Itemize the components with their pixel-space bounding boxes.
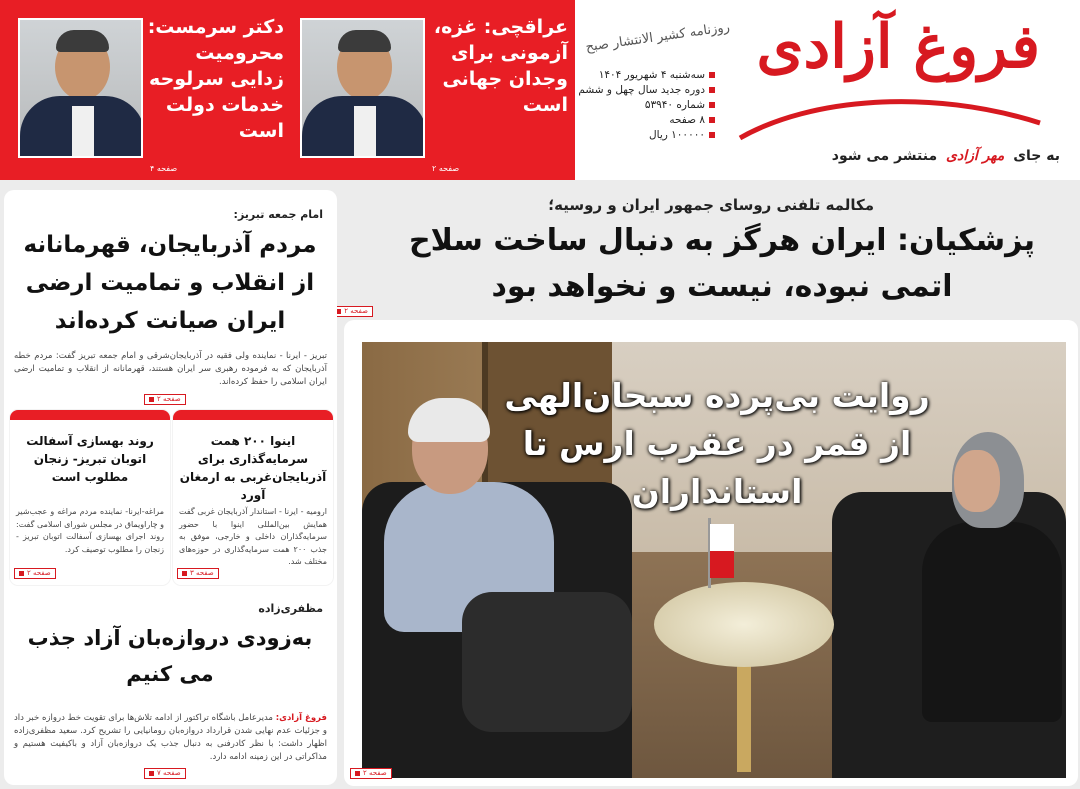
masthead bbox=[0, 0, 1080, 180]
newspaper-logo[interactable]: فروغ آزادی bbox=[756, 12, 1040, 82]
page-tag: صفحه ۲ bbox=[350, 768, 392, 779]
page-tag: صفحه ۲ bbox=[331, 306, 373, 317]
teaser-photo bbox=[18, 18, 143, 158]
teaser-page-ref: صفحه ۲ bbox=[432, 164, 460, 173]
sidebar-lead-body: تبریز - ایرنا - نماینده ولی فقیه در آذربایجان‌شرقی و امام جمعه تبریز گفت: مردم خطه آذربایجان که به فرموده رهبری سر ایران هستند، قهرمانانه از انقلاب و تمامیت ارضی ایران اسلامی را حفظ کرده‌اند. bbox=[14, 351, 327, 387]
sidebar-column bbox=[4, 190, 337, 785]
teaser-headline: عراقچی: غزه، آزمونی برای وجدان جهانی است bbox=[433, 16, 568, 116]
box-red-bar bbox=[10, 410, 170, 420]
box-body: مراغه-ایرنا- نماینده مردم مراغه و عجب‌شیر و چاراویماق در مجلس شورای اسلامی گفت: روند اجرای بهسازی آسفالت اتوبان تبریز - زنجان را مطلوب توصیف کرد. bbox=[16, 507, 164, 554]
box-headline: اینوا ۲۰۰ همت سرمایه‌گذاری برای آذربایجان‌غربی به ارمغان آورد bbox=[179, 434, 327, 502]
page-tag: صفحه ۲ bbox=[14, 568, 56, 579]
news-box-inova[interactable] bbox=[173, 410, 333, 585]
sidebar-lead-headline[interactable]: مردم آذربایجان، قهرمانانه از انقلاب و تمامیت ارضی ایران صیانت کرده‌اند bbox=[23, 232, 317, 334]
page-tag: صفحه ۷ bbox=[144, 768, 186, 779]
lead-photo[interactable] bbox=[362, 342, 1066, 778]
lead-photo-frame bbox=[344, 320, 1078, 786]
teaser-headline: دکتر سرمست: محرومیت زدایی سرلوحه خدمات دولت است bbox=[147, 16, 284, 142]
page-tag: صفحه ۳ bbox=[177, 568, 219, 579]
tagline-before: به جای bbox=[1013, 148, 1060, 164]
sports-body-text: مدیرعامل باشگاه تراکتور از ادامه تلاش‌ها برای تقویت خط دروازه خبر داد و جزئیات عدم نهایی شدن قرارداد دروازه‌بان رومانیایی را تشریح کرد. سعید مظفری‌زاده اظهار داشت: با نظر کادرفنی به دنبال جذب یک دروازه‌بان آزاد و باکیفیت هستیم و مذاکراتی در این زمینه ادامه دارد. bbox=[14, 713, 327, 762]
tagline-after: منتشر می شود bbox=[831, 148, 938, 164]
issue-info bbox=[578, 68, 715, 143]
sports-kicker: مظفری‌زاده bbox=[258, 602, 323, 615]
issue-pages: ۸ صفحه bbox=[585, 113, 715, 128]
tagline-brand: مهر آزادی bbox=[946, 148, 1005, 164]
issue-date: سه‌شنبه ۴ شهریور ۱۴۰۴ bbox=[585, 68, 715, 83]
sidebar-lead-kicker: امام جمعه تبریز: bbox=[233, 208, 323, 221]
main-headline[interactable]: پزشکیان: ایران هرگز به دنبال ساخت سلاح اتمی نبوده، نیست و نخواهد بود bbox=[408, 223, 1036, 304]
photo-overlay-headline: روایت بی‌پرده سبحان‌الهی از قمر در عقرب ارس تا استانداران bbox=[504, 376, 930, 511]
issue-period: دوره جدید سال چهل و ششم bbox=[585, 83, 715, 98]
box-headline: روند بهسازی آسفالت اتوبان تبریز- زنجان مطلوب است bbox=[26, 434, 154, 484]
issue-number: شماره ۵۳۹۴۰ bbox=[585, 98, 715, 113]
teaser-photo bbox=[300, 18, 425, 158]
box-red-bar bbox=[173, 410, 333, 420]
news-box-highway[interactable] bbox=[10, 410, 170, 585]
page-tag: صفحه ۲ bbox=[144, 394, 186, 405]
sports-source: فروغ آزادی: bbox=[275, 713, 327, 723]
main-kicker: مکالمه تلفنی روسای جمهور ایران و روسیه؛ bbox=[548, 196, 874, 214]
sports-headline[interactable]: به‌زودی دروازه‌بان آزاد جذب می کنیم bbox=[27, 626, 313, 686]
logo-swoosh-icon bbox=[730, 78, 1050, 148]
box-body: ارومیه - ایرنا - استاندار آذربایجان غربی گفت همایش بین‌المللی اینوا با حضور سرمایه‌گذاران داخلی و خارجی، موفق به جذب ۲۰۰ همت سرمایه‌گذاری در حوزه‌های مختلف شد. bbox=[179, 507, 328, 566]
sports-body bbox=[14, 712, 327, 764]
teaser-sarmast[interactable] bbox=[10, 8, 288, 173]
teaser-page-ref: صفحه ۴ bbox=[150, 164, 178, 173]
newspaper-subtitle: روزنامه کشیر الانتشار صبح bbox=[584, 19, 731, 56]
masthead-tagline bbox=[832, 148, 1060, 164]
teaser-araghchi[interactable] bbox=[292, 8, 572, 173]
issue-price: ۱۰۰۰۰۰ ریال bbox=[585, 128, 715, 143]
